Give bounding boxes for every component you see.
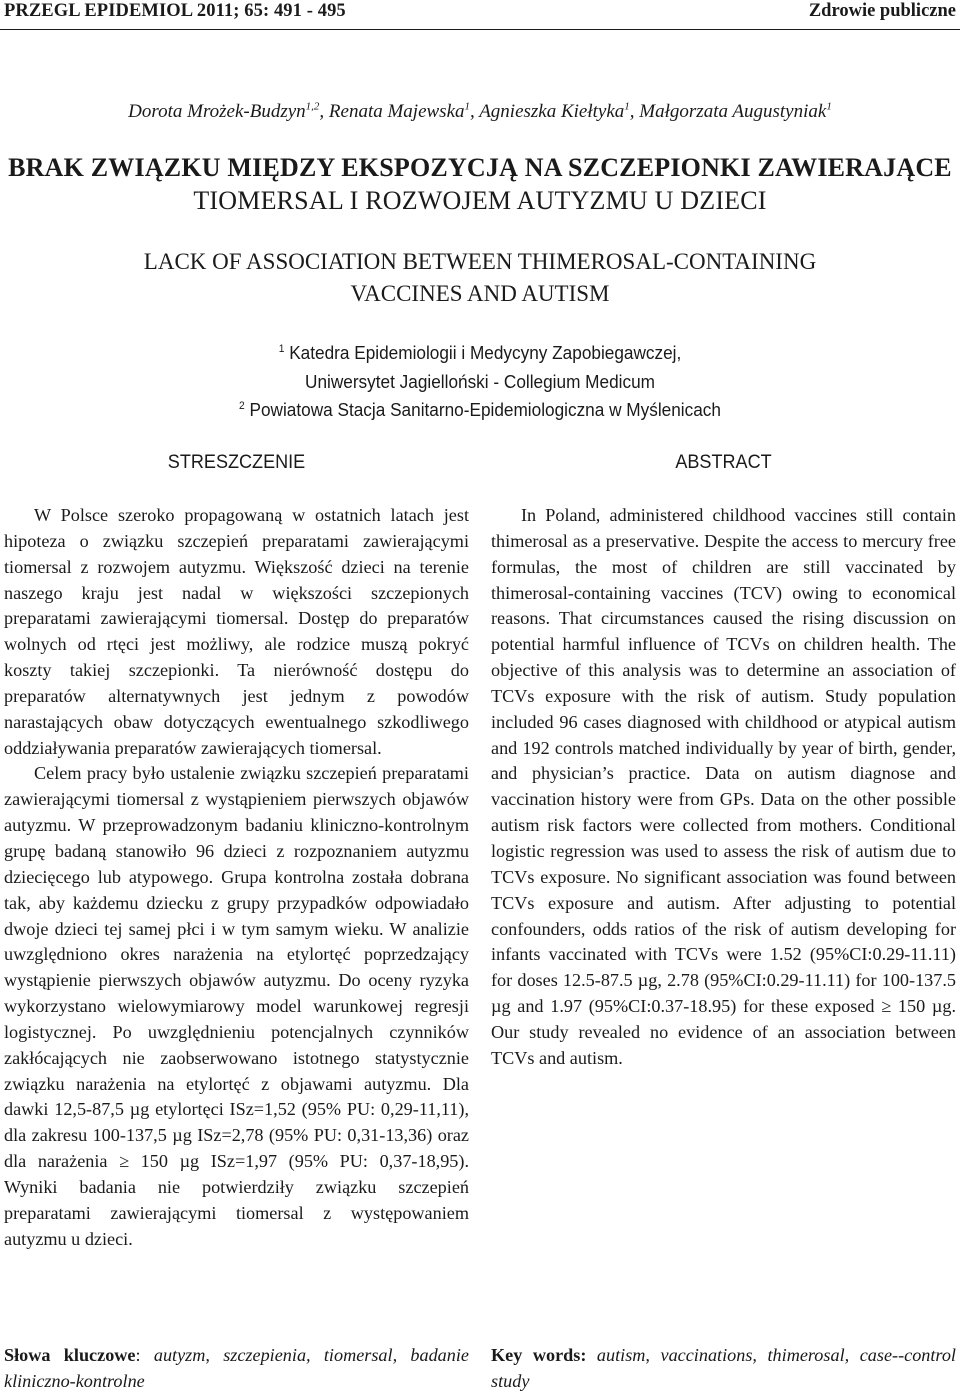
keywords-polish <box>4 1343 469 1394</box>
author-affiliation: 1,2 <box>305 100 320 113</box>
keywords-english <box>491 1343 956 1394</box>
author-affiliation: 1 <box>464 100 471 113</box>
affiliations <box>34 339 927 425</box>
title-english <box>0 246 960 310</box>
affiliation-1 <box>34 339 927 368</box>
title-polish <box>0 151 960 217</box>
title-polish-line2: TIOMERSAL I ROZWOJEM AUTYZMU U DZIECI <box>193 186 767 215</box>
author-name: Renata Majewska <box>328 101 465 122</box>
author-affiliation: 1 <box>624 100 630 113</box>
streszczenie-paragraph: Celem pracy było ustalenie związku szczepień preparatami zawierającymi tiomersal z wystąpieniem pierwszych objawów autyzmu. W przeprowadzonym badaniu kliniczno-kontrolnym grupę badaną stanowiło 96 dzieci z rozpoznaniem autyzmu dziecięcego lub atypowego. Grupa kontrolna została dobrana tak, aby każdemu dziecku z grupy przypadków odpowiadało dwoje dzieci tej samej płci i w tym samym wieku. W analizie uwzględniono okres narażenia na etylortęć poprzedzający wystąpienie pierwszych objawów autyzmu. Do oceny ryzyka wykorzystano wielowymiarowy model warunkowej regresji logistycznej. Po uwzględnieniu potencjalnych czynników zakłócających nie zaobserwowano istotnego statystycznie związku narażenia na etylortęć z objawami autyzmu. Dla dawki 12,5-87,5 µg etylortęci ISz=1,52 (95% PU: 0,29-11,11), dla zakresu 100-137,5 µg ISz=2,78 (95% PU: 0,31-13,36) oraz dla narażenia ≥ 150 µg ISz=1,97 (95% PU: 0,37-18,95). Wyniki badania nie potwierdziły związku szczepień preparatami zawierającymi tiomersal z występowaniem autyzmu u dzieci. <box>4 763 469 1249</box>
abstract-body <box>491 503 956 1072</box>
author-name: Małgorzata Augustyniak <box>639 101 827 122</box>
affiliation-2 <box>34 396 927 425</box>
keywords-separator: : <box>135 1345 154 1365</box>
streszczenie-heading: STRESZCZENIE <box>167 452 306 473</box>
author-affiliation: 1 <box>826 100 832 113</box>
keywords-text: autyzm, szczepienia, tiomersal, badanie kliniczno-kontrolne <box>4 1345 469 1391</box>
keywords-label: Key words: <box>491 1345 587 1365</box>
affiliation-text: Powiatowa Stacja Sanitarno-Epidemiologiczna w Myślenicach <box>249 399 721 420</box>
author-name: Agnieszka Kiełtyka <box>479 101 625 122</box>
abstract-heading: ABSTRACT <box>675 452 772 473</box>
author-list: Dorota Mrożek-Budzyn$^{1,2}$, Renata Majewska$^1$, Agnieszka Kiełtyka$^1$, Małgorzata Augustyniak$^1$ <box>128 100 832 122</box>
journal-section: Zdrowie publiczne <box>808 1 956 21</box>
affiliation-number: 1 <box>278 342 285 355</box>
keywords-text: autism, vaccinations, thimerosal, case--control study <box>491 1345 956 1391</box>
streszczenie-paragraph: W Polsce szeroko propagowaną w ostatnich latach jest hipoteza o związku szczepień preparatami zawierającymi tiomersal z rozwojem autyzmu. Większość dzieci na terenie naszego kraju jest nadal w większości szczepionych preparatami zawierającymi tiomersal. Dostęp do preparatów wolnych od rtęci jest możliwy, ale rodzice muszą pokryć koszty takiej szczepionki. Ta nierówność dostępu do preparatów alternatywnych jest jednym z powodów narastających obaw dotyczących ewentualnego szkodliwego oddziaływania preparatów zawierających tiomersal. <box>4 505 469 758</box>
title-english-line1: LACK OF ASSOCIATION BETWEEN THIMEROSAL-CONTAINING <box>143 249 817 274</box>
header-divider <box>0 29 960 30</box>
abstract-paragraph: In Poland, administered childhood vaccines still contain thimerosal as a preservative. Despite the access to mercury free formulas, the most of children are still vaccinated by thimerosal-containing vaccines (TCV) owing to economical reasons. That circumstances caused the rising discussion on potential harmful influence of TCVs on children health. The objective of this analysis was to determine an association of TCVs exposure with the risk of autism. Study population included 96 cases diagnosed with childhood or atypical autism and 192 controls matched individually by year of birth, gender, and physician’s practice. Data on autism diagnose and vaccination history were from GPs. Data on the other possible autism risk factors were collected from mothers. Conditional logistic regression was used to assess the risk of autism due to TCVs exposure. No significant association was found between TCVs exposure and autism. After adjusting to potential confounders, odds ratios of the risk of autism developing for infants vaccinated with TCVs were 1.52 (95%CI:0.29-11.11) for doses 12.5-87.5 µg, 2.78 (95%CI:0.29-11.11) for 100-137.5 µg and 1.97 (95%CI:0.37-18.95) for these exposed ≥ 150 µg. Our study revealed no evidence of an association between TCVs and autism. <box>491 505 956 1068</box>
title-polish-line1: BRAK ZWIĄZKU MIĘDZY EKSPOZYCJĄ NA SZCZEPIONKI ZAWIERAJĄCE <box>8 153 952 182</box>
streszczenie-body <box>4 503 469 1252</box>
affiliation-1-line2: Uniwersytet Jagielloński - Collegium Medicum <box>305 370 655 392</box>
journal-citation: PRZEGL EPIDEMIOL 2011; 65: 491 - 495 <box>4 1 346 21</box>
affiliation-number: 2 <box>239 399 245 412</box>
affiliation-text: Katedra Epidemiologii i Medycyny Zapobiegawczej, <box>289 342 682 363</box>
title-english-line2: VACCINES AND AUTISM <box>350 281 610 306</box>
author-name: Dorota Mrożek-Budzyn <box>128 101 306 122</box>
keywords-label: Słowa kluczowe <box>4 1345 136 1365</box>
